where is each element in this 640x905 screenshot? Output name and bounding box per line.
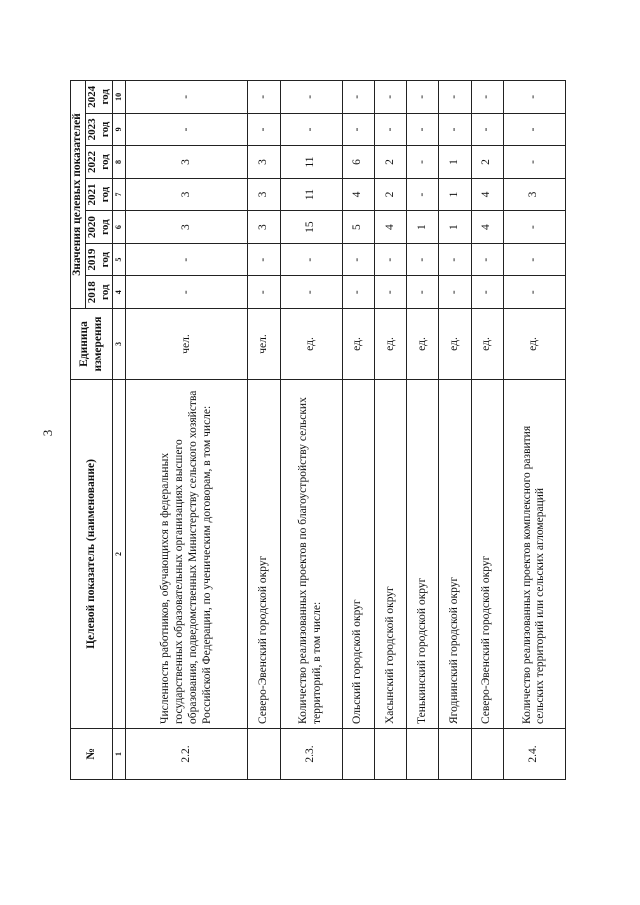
header-year-suffix: год: [98, 89, 111, 105]
header-year-value: 2024: [85, 85, 98, 108]
header-year-suffix: год: [98, 154, 111, 170]
table-row: [374, 81, 406, 780]
header-unit: Единица измерения: [71, 309, 113, 380]
header-year-suffix: год: [98, 186, 111, 203]
header-year-value: 2022: [85, 150, 98, 173]
value-cell-2023: -: [374, 113, 406, 146]
value-cell-2019: -: [280, 243, 342, 276]
value-cell-2020: 4: [471, 211, 503, 244]
indicator-name: Ягоднинский городской округ: [439, 380, 471, 729]
value-cell-2024: -: [439, 81, 471, 114]
value-cell-2020: 4: [374, 211, 406, 244]
column-index-9: 9: [113, 113, 126, 146]
column-index-4: 4: [113, 276, 126, 309]
value-cell-2020: 3: [248, 211, 280, 244]
value-cell-2021: 4: [342, 178, 374, 211]
column-index-5: 5: [113, 243, 126, 276]
indicators-table: [70, 80, 566, 780]
unit-cell: ед.: [280, 309, 342, 380]
value-cell-2019: -: [407, 243, 439, 276]
column-index-row: [113, 81, 126, 780]
value-cell-2022: 2: [471, 146, 503, 179]
value-cell-2022: 2: [374, 146, 406, 179]
value-cell-2019: -: [248, 243, 280, 276]
header-year-2022: [85, 146, 112, 179]
value-cell-2023: -: [280, 113, 342, 146]
value-cell-2019: -: [374, 243, 406, 276]
value-cell-2024: -: [503, 81, 565, 114]
indicator-name: Ольский городской округ: [342, 380, 374, 729]
header-year-value: 2019: [85, 248, 98, 271]
header-indicator-name: Целевой показатель (наименование): [71, 380, 113, 729]
header-year-value: 2021: [85, 183, 98, 206]
value-cell-2024: -: [342, 81, 374, 114]
column-index-2: 2: [113, 380, 126, 729]
value-cell-2021: 3: [126, 178, 248, 211]
unit-cell: ед.: [439, 309, 471, 380]
value-cell-2024: -: [126, 81, 248, 114]
value-cell-2018: -: [126, 276, 248, 309]
column-index-7: 7: [113, 178, 126, 211]
header-year-suffix: год: [98, 284, 111, 300]
column-index-10: 10: [113, 81, 126, 114]
value-cell-2021: 11: [280, 178, 342, 211]
value-cell-2018: -: [471, 276, 503, 309]
value-cell-2024: -: [407, 81, 439, 114]
page-number: 3: [40, 429, 55, 437]
row-number: [471, 729, 503, 780]
indicator-name: Северо-Эвенский городской округ: [471, 380, 503, 729]
value-cell-2022: 1: [439, 146, 471, 179]
value-cell-2018: -: [503, 276, 565, 309]
value-cell-2018: -: [342, 276, 374, 309]
unit-cell: ед.: [342, 309, 374, 380]
row-number: [439, 729, 471, 780]
header-year-2023: [85, 113, 112, 146]
value-cell-2020: 1: [407, 211, 439, 244]
indicator-name: Количество реализованных проектов по благоустройству сельских территорий, в том числе:: [280, 380, 342, 729]
header-target-values: Значения целевых показателей: [71, 81, 86, 309]
header-year-2021: [85, 178, 112, 211]
header-year-suffix: год: [98, 251, 111, 268]
rotated-table-container: [70, 80, 566, 780]
value-cell-2023: -: [342, 113, 374, 146]
value-cell-2020: 15: [280, 211, 342, 244]
value-cell-2020: 1: [439, 211, 471, 244]
header-year-value: 2020: [85, 216, 98, 239]
column-index-1: 1: [113, 729, 126, 780]
header-number: №: [71, 729, 113, 780]
table-body: [126, 81, 566, 780]
indicator-name: Количество реализованных проектов комплексного развития сельских территорий или сельских агломераций: [503, 380, 565, 729]
value-cell-2021: 2: [374, 178, 406, 211]
column-index-6: 6: [113, 211, 126, 244]
table-row: [248, 81, 280, 780]
value-cell-2019: -: [471, 243, 503, 276]
unit-cell: ед.: [407, 309, 439, 380]
value-cell-2022: 6: [342, 146, 374, 179]
value-cell-2021: -: [407, 178, 439, 211]
header-year-value: 2018: [85, 281, 98, 304]
value-cell-2018: -: [248, 276, 280, 309]
column-index-3: 3: [113, 309, 126, 380]
row-number: [248, 729, 280, 780]
unit-cell: ед.: [374, 309, 406, 380]
value-cell-2023: -: [126, 113, 248, 146]
value-cell-2020: 3: [126, 211, 248, 244]
value-cell-2021: 4: [471, 178, 503, 211]
value-cell-2020: 5: [342, 211, 374, 244]
value-cell-2022: -: [407, 146, 439, 179]
header-year-suffix: год: [98, 219, 111, 235]
indicator-name: Хасынский городской округ: [374, 380, 406, 729]
indicator-name: Тенькинский городской округ: [407, 380, 439, 729]
row-number: 2.3.: [280, 729, 342, 780]
header-year-2018: [85, 276, 112, 309]
value-cell-2019: -: [439, 243, 471, 276]
value-cell-2023: -: [503, 113, 565, 146]
value-cell-2023: -: [407, 113, 439, 146]
table-row: [503, 81, 565, 780]
value-cell-2022: 11: [280, 146, 342, 179]
unit-cell: чел.: [248, 309, 280, 380]
table-row: [471, 81, 503, 780]
value-cell-2023: -: [439, 113, 471, 146]
value-cell-2021: 3: [503, 178, 565, 211]
indicator-name: Северо-Эвенский городской округ: [248, 380, 280, 729]
row-number: 2.2.: [126, 729, 248, 780]
table-row: [126, 81, 248, 780]
column-index-8: 8: [113, 146, 126, 179]
value-cell-2021: 3: [248, 178, 280, 211]
value-cell-2019: -: [126, 243, 248, 276]
indicator-name: Численность работников, обучающихся в федеральных государственных образовательных организациях высшего образования, подведомственных Министерству сельского хозяйства Российской Федерации, по ученическим договорам, в том числе:: [126, 380, 248, 729]
unit-cell: ед.: [471, 309, 503, 380]
value-cell-2022: 3: [126, 146, 248, 179]
value-cell-2024: -: [374, 81, 406, 114]
row-number: [407, 729, 439, 780]
value-cell-2018: -: [439, 276, 471, 309]
header-year-2024: [85, 81, 112, 114]
header-year-2020: [85, 211, 112, 244]
row-number: [374, 729, 406, 780]
table-row: [407, 81, 439, 780]
value-cell-2019: -: [342, 243, 374, 276]
value-cell-2020: -: [503, 211, 565, 244]
unit-cell: чел.: [126, 309, 248, 380]
header-year-suffix: год: [98, 121, 111, 138]
table-row: [439, 81, 471, 780]
table-row: [342, 81, 374, 780]
table-row: [280, 81, 342, 780]
row-number: [342, 729, 374, 780]
value-cell-2023: -: [471, 113, 503, 146]
value-cell-2022: -: [503, 146, 565, 179]
value-cell-2018: -: [374, 276, 406, 309]
value-cell-2024: -: [248, 81, 280, 114]
value-cell-2024: -: [471, 81, 503, 114]
value-cell-2023: -: [248, 113, 280, 146]
row-number: 2.4.: [503, 729, 565, 780]
unit-cell: ед.: [503, 309, 565, 380]
value-cell-2021: 1: [439, 178, 471, 211]
value-cell-2019: -: [503, 243, 565, 276]
header-year-2019: [85, 243, 112, 276]
value-cell-2018: -: [280, 276, 342, 309]
value-cell-2024: -: [280, 81, 342, 114]
header-row: [71, 81, 86, 780]
value-cell-2022: 3: [248, 146, 280, 179]
value-cell-2018: -: [407, 276, 439, 309]
header-year-value: 2023: [85, 118, 98, 141]
